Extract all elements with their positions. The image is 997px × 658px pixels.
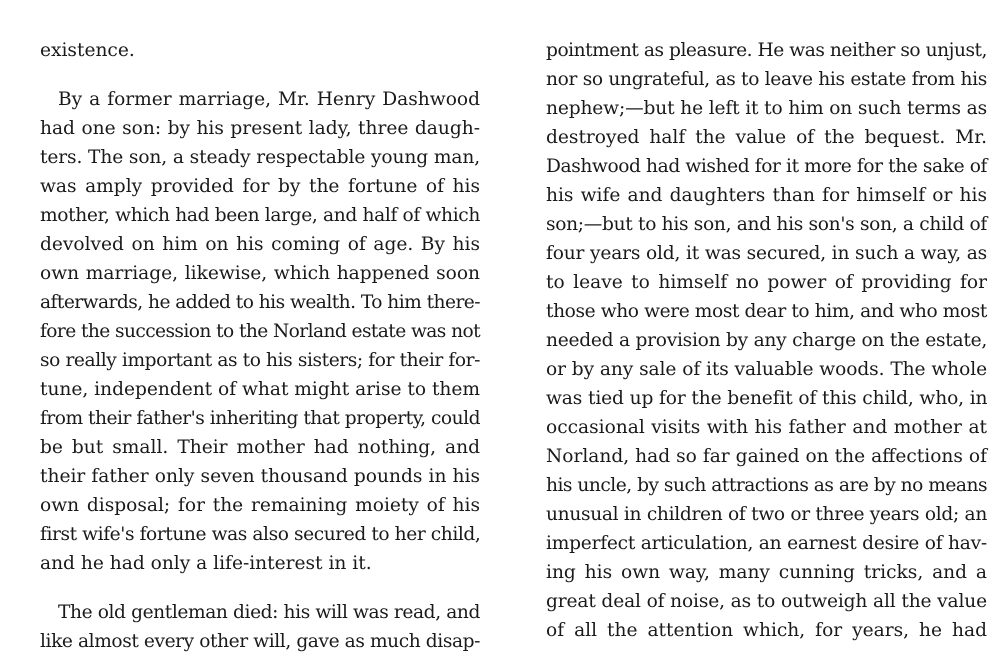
paragraph-former-marriage	[40, 85, 480, 578]
text-line: or by any sale of its valuable woods. The whole	[546, 359, 987, 380]
paragraph-existence	[40, 36, 480, 65]
text-line: had one son: by his present lady, three daugh-	[40, 118, 480, 139]
text-line: destroyed half the value of the bequest. Mr.	[546, 127, 987, 148]
text-line: own marriage, likewise, which happened soon	[40, 263, 480, 284]
text-line: those who were most dear to him, and who most	[546, 301, 987, 322]
text-line: mother, which had been large, and half of which	[40, 205, 480, 226]
text-line: was tied up for the benefit of this child, who, in	[546, 388, 988, 409]
text-line: unusual in children of two or three years old; an	[546, 504, 987, 525]
text-line: own disposal; for the remaining moiety of his	[40, 495, 480, 516]
right-text-column	[546, 36, 987, 645]
text-line: nor so ungrateful, as to leave his estate from his	[546, 69, 987, 90]
text-line: ing his own way, many cunning tricks, and a	[546, 562, 987, 583]
text-line: of all the attention which, for years, he had	[546, 620, 987, 641]
text-line: from their father's inheriting that property, could	[40, 408, 480, 429]
text-line: their father only seven thousand pounds in his	[40, 466, 480, 487]
text-line: ters. The son, a steady respectable young man,	[40, 147, 480, 168]
text-line: needed a provision by any charge on the estate,	[546, 330, 987, 351]
text-line: so really important as to his sisters; for their for-	[40, 350, 480, 371]
text-line: fore the succession to the Norland estate was not	[40, 321, 480, 342]
text-line: four years old, it was secured, in such a way, as	[546, 243, 987, 264]
paragraph-gap	[40, 578, 480, 598]
text-line: tune, independent of what might arise to them	[40, 379, 480, 400]
left-text-column	[40, 36, 480, 656]
text-line: be but small. Their mother had nothing, and	[40, 437, 480, 458]
text-line: was amply provided for by the fortune of his	[40, 176, 480, 197]
paragraph-old-gentleman	[40, 598, 480, 656]
text-line: nephew;—but he left it to him on such terms as	[546, 98, 987, 119]
text-line: devolved on him on his coming of age. By his	[40, 234, 480, 255]
text-line: first wife's fortune was also secured to her child,	[40, 524, 481, 545]
text-line: existence.	[40, 40, 135, 61]
text-line: like almost every other will, gave as much disap-	[40, 631, 480, 652]
text-line: afterwards, he added to his wealth. To him there-	[40, 292, 480, 313]
text-line: to leave to himself no power of providing for	[546, 272, 987, 293]
text-line: son;—but to his son, and his son's son, a child of	[546, 214, 987, 235]
text-line: By a former marriage, Mr. Henry Dashwood	[58, 89, 480, 110]
text-line: occasional visits with his father and mother at	[546, 417, 987, 438]
text-line: and he had only a life-interest in it.	[40, 553, 372, 574]
text-line: pointment as pleasure. He was neither so unjust,	[546, 40, 987, 61]
text-line: The old gentleman died: his will was read, and	[58, 602, 480, 623]
paragraph-gap	[40, 65, 480, 85]
paragraph-continuation	[546, 36, 987, 645]
text-line: imperfect articulation, an earnest desire of hav-	[546, 533, 987, 554]
text-line: Dashwood had wished for it more for the sake of	[546, 156, 987, 177]
text-line: his wife and daughters than for himself or his	[546, 185, 987, 206]
text-line: Norland, had so far gained on the affections of	[546, 446, 987, 467]
text-line: his uncle, by such attractions as are by no means	[546, 475, 987, 496]
text-line: great deal of noise, as to outweigh all the value	[546, 591, 987, 612]
